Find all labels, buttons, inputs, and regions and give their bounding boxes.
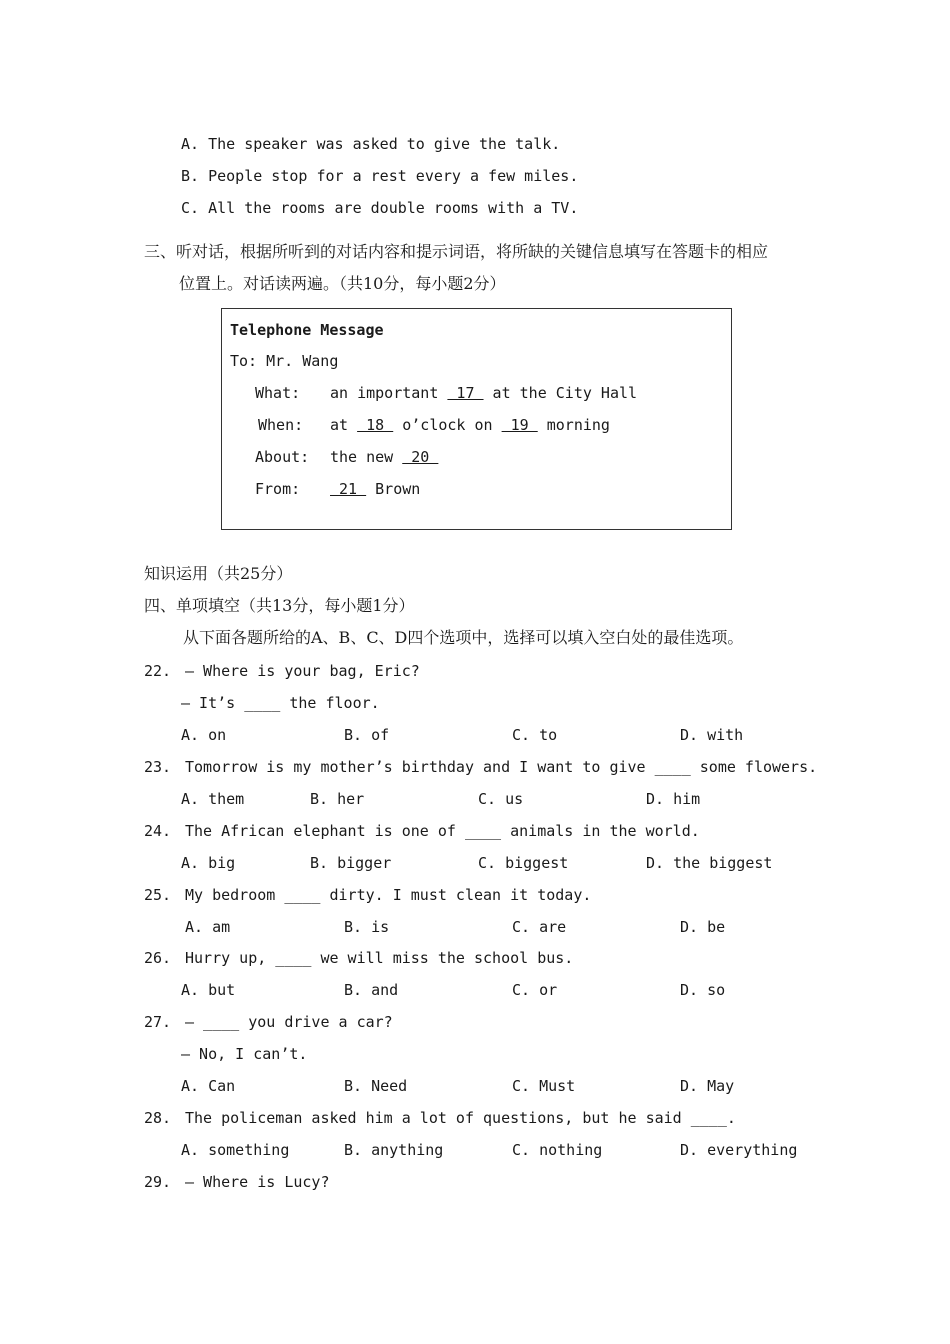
when-row [330,415,610,435]
option-c: C. to [512,726,558,744]
when-post: morning [537,416,610,434]
knowledge-heading: 知识运用（共25分） [144,564,293,583]
option-b: B. her [310,790,365,808]
option-a: A. them [181,790,245,808]
option-c: C. Must [512,1077,576,1095]
question-number: 28. [144,1109,172,1127]
question-text: — No, I can’t. [181,1045,308,1063]
option-b: B. and [344,981,399,999]
option-d: D. the biggest [646,854,773,872]
prev-option-c: C. All the rooms are double rooms with a TV. [181,199,579,217]
from-row [330,479,420,499]
option-d: D. be [680,918,726,936]
option-b: B. Need [344,1077,408,1095]
about-label: About: [255,448,310,466]
option-c: C. nothing [512,1141,603,1159]
question-number: 22. [144,662,172,680]
option-c: C. are [512,918,567,936]
option-d: D. everything [680,1141,798,1159]
question-number: 24. [144,822,172,840]
option-b: B. anything [344,1141,444,1159]
section4-heading: 四、单项填空（共13分，每小题1分） [144,596,415,615]
section4-instruction: 从下面各题所给的A、B、C、D四个选项中，选择可以填入空白处的最佳选项。 [183,628,744,647]
question-text: Tomorrow is my mother’s birthday and I want to give ____ some flowers. [185,758,818,776]
what-post: at the City Hall [483,384,638,402]
option-c: C. biggest [478,854,569,872]
question-text: — Where is your bag, Eric? [185,662,420,680]
option-c: C. or [512,981,558,999]
option-d: D. with [680,726,744,744]
question-text: The policeman asked him a lot of questions, but he said ____. [185,1109,736,1127]
question-text: My bedroom ____ dirty. I must clean it today. [185,886,592,904]
question-text: The African elephant is one of ____ animals in the world. [185,822,700,840]
option-d: D. May [680,1077,735,1095]
option-b: B. is [344,918,390,936]
about-pre: the new [330,448,403,466]
option-a: A. but [181,981,236,999]
blank-21: 21 [330,480,367,498]
question-number: 25. [144,886,172,904]
question-text: — Where is Lucy? [185,1173,330,1191]
option-a: A. Can [181,1077,236,1095]
question-number: 23. [144,758,172,776]
section3-heading-line1: 三、听对话，根据所听到的对话内容和提示词语，将所缺的关键信息填写在答题卡的相应 [144,242,769,261]
blank-17: 17 [447,384,484,402]
when-pre: at [330,416,358,434]
question-number: 26. [144,949,172,967]
option-b: B. of [344,726,390,744]
question-number: 29. [144,1173,172,1191]
question-text: Hurry up, ____ we will miss the school bus. [185,949,574,967]
option-a: A. on [181,726,227,744]
from-post: Brown [366,480,421,498]
section3-heading-line2: 位置上。对话读两遍。（共10分，每小题2分） [179,274,506,293]
when-mid: o’clock on [393,416,502,434]
what-row [330,383,637,403]
message-title: Telephone Message [230,321,384,339]
question-text: — It’s ____ the floor. [181,694,380,712]
option-a: A. big [181,854,236,872]
option-a: A. something [181,1141,290,1159]
blank-19: 19 [501,416,538,434]
option-a: A. am [185,918,231,936]
prev-option-b: B. People stop for a rest every a few miles. [181,167,579,185]
blank-18: 18 [357,416,394,434]
prev-option-a: A. The speaker was asked to give the talk. [181,135,561,153]
option-c: C. us [478,790,524,808]
about-row [330,447,438,467]
message-to: To: Mr. Wang [230,352,339,370]
what-pre: an important [330,384,448,402]
question-text: — ____ you drive a car? [185,1013,393,1031]
option-d: D. so [680,981,726,999]
from-label: From: [255,480,301,498]
what-label: What: [255,384,301,402]
option-b: B. bigger [310,854,392,872]
blank-20: 20 [402,448,439,466]
option-d: D. him [646,790,701,808]
when-label: When: [258,416,304,434]
question-number: 27. [144,1013,172,1031]
